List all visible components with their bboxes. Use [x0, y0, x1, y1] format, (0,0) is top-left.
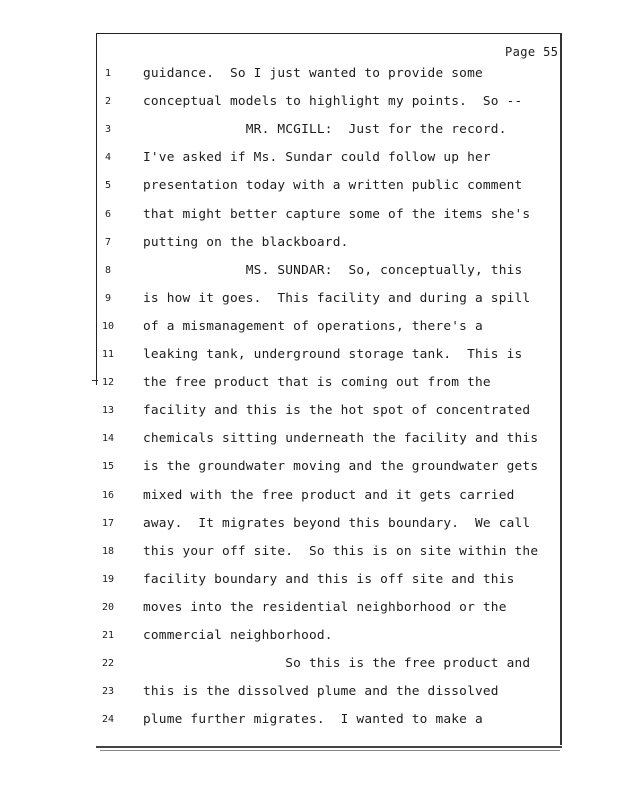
line-number: 14	[101, 433, 115, 445]
line-number: 3	[104, 124, 112, 136]
line-number: 10	[101, 320, 115, 332]
line-number: 20	[101, 601, 115, 613]
line-text: MR. MCGILL: Just for the record.	[143, 122, 507, 138]
line-number: 22	[101, 658, 115, 670]
line-text: is the groundwater moving and the groundwater gets	[143, 459, 539, 475]
frame-top-border	[96, 33, 560, 34]
line-number: 15	[101, 461, 115, 473]
line-text: the free product that is coming out from the	[143, 375, 491, 391]
line-number: 23	[101, 686, 115, 698]
line-number: 24	[101, 714, 115, 726]
line-text: this your off site. So this is on site within the	[143, 543, 539, 559]
line-text: commercial neighborhood.	[143, 628, 333, 643]
line-text: So this is the free product and	[143, 656, 531, 672]
page-number: Page 55	[505, 45, 559, 59]
line-number: 17	[101, 517, 115, 529]
line-number: 5	[104, 180, 112, 192]
line-text: presentation today with a written public comment	[143, 178, 523, 194]
line-text: I've asked if Ms. Sundar could follow up her	[143, 150, 491, 166]
line-text: of a mismanagement of operations, there's a	[143, 318, 483, 334]
line-text: putting on the blackboard.	[143, 234, 349, 250]
line-text: is how it goes. This facility and during a spill	[143, 290, 531, 306]
line-text: chemicals sitting underneath the facility and this	[143, 431, 539, 447]
line-text: away. It migrates beyond this boundary. We call	[143, 515, 531, 531]
line-number: 7	[104, 236, 112, 248]
line-number: 9	[104, 292, 112, 304]
line-number: 21	[101, 630, 115, 641]
line-text: facility boundary and this is off site and this	[143, 571, 515, 587]
line-number: 2	[104, 96, 112, 108]
line-text: leaking tank, underground storage tank. This is	[143, 347, 523, 362]
line-text: conceptual models to highlight my points. So --	[143, 94, 523, 110]
line-number: 6	[104, 208, 112, 220]
line-number: 8	[104, 264, 112, 276]
line-number: 13	[101, 405, 115, 417]
line-number: 4	[104, 152, 112, 164]
line-text: that might better capture some of the items she's	[143, 206, 531, 222]
line-number: 18	[101, 545, 115, 557]
line-number: 1	[104, 68, 112, 79]
line-text: guidance. So I just wanted to provide some	[143, 66, 483, 81]
line-text: plume further migrates. I wanted to make a	[143, 712, 483, 728]
line-number: 19	[101, 573, 115, 585]
frame-bottom-rule	[100, 750, 560, 751]
line-text: facility and this is the hot spot of concentrated	[143, 403, 531, 419]
line-text: MS. SUNDAR: So, conceptually, this	[143, 262, 523, 278]
line-number: 16	[101, 489, 115, 501]
frame-right-border	[560, 33, 562, 745]
line-number: 11	[101, 349, 115, 360]
frame-bottom-border	[96, 746, 562, 748]
line-text: this is the dissolved plume and the dissolved	[143, 684, 499, 700]
line-text: mixed with the free product and it gets carried	[143, 487, 515, 503]
line-text: moves into the residential neighborhood or the	[143, 599, 507, 615]
line-number: 12	[101, 377, 115, 389]
